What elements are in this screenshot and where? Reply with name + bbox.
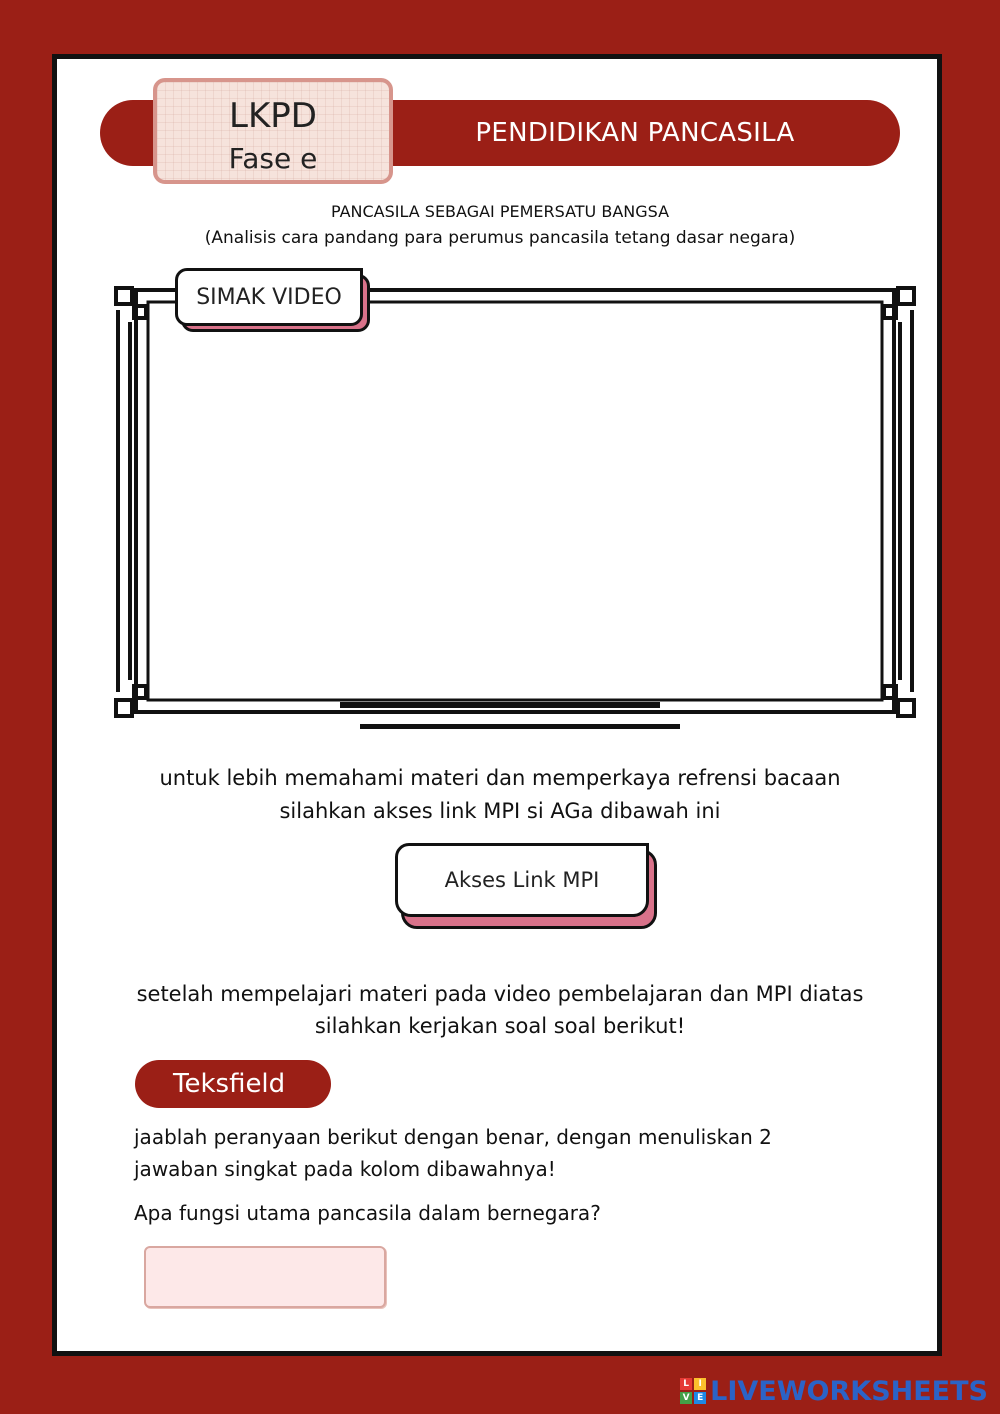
liveworksheets-brand [680, 1374, 988, 1408]
subject-title: PENDIDIKAN PANCASILA [475, 118, 795, 148]
topic-title: PANCASILA SEBAGAI PEMERSATU BANGSA [330, 202, 670, 221]
brand-name: LIVEWORKSHEETS [710, 1375, 988, 1407]
mpi-text-line1: untuk lebih memahami materi dan memperkaya refrensi bacaan [159, 766, 841, 790]
after-text-line1: setelah mempelajari materi pada video pembelajaran dan MPI diatas [136, 982, 864, 1006]
logo-letter: V [680, 1392, 692, 1404]
question-text: Apa fungsi utama pancasila dalam bernegara? [134, 1201, 601, 1225]
lkpd-badge [153, 78, 393, 184]
simak-video-button[interactable] [175, 268, 370, 332]
answer-input[interactable] [144, 1246, 386, 1308]
logo-letter: E [694, 1392, 706, 1404]
akses-link-label: Akses Link MPI [395, 843, 649, 917]
fase-label: Fase e [228, 142, 318, 175]
akses-link-mpi-button[interactable] [395, 843, 657, 929]
logo-letter: L [680, 1378, 692, 1390]
liveworksheets-logo-icon [680, 1378, 706, 1404]
instruction-line1: jaablah peranyaan berikut dengan benar, dengan menuliskan 2 [134, 1125, 772, 1149]
lkpd-title: LKPD [229, 96, 317, 136]
after-text-line2: silahkan kerjakan soal soal berikut! [314, 1014, 686, 1038]
mpi-text-line2: silahkan akses link MPI si AGa dibawah ini [279, 799, 721, 823]
section-label: Teksfield [135, 1060, 331, 1108]
instruction-line2: jawaban singkat pada kolom dibawahnya! [134, 1157, 556, 1181]
logo-letter: I [694, 1378, 706, 1390]
video-frame [110, 282, 920, 732]
simak-video-label: SIMAK VIDEO [175, 268, 363, 326]
topic-subtitle: (Analisis cara pandang para perumus pancasila tetang dasar negara) [204, 228, 796, 248]
